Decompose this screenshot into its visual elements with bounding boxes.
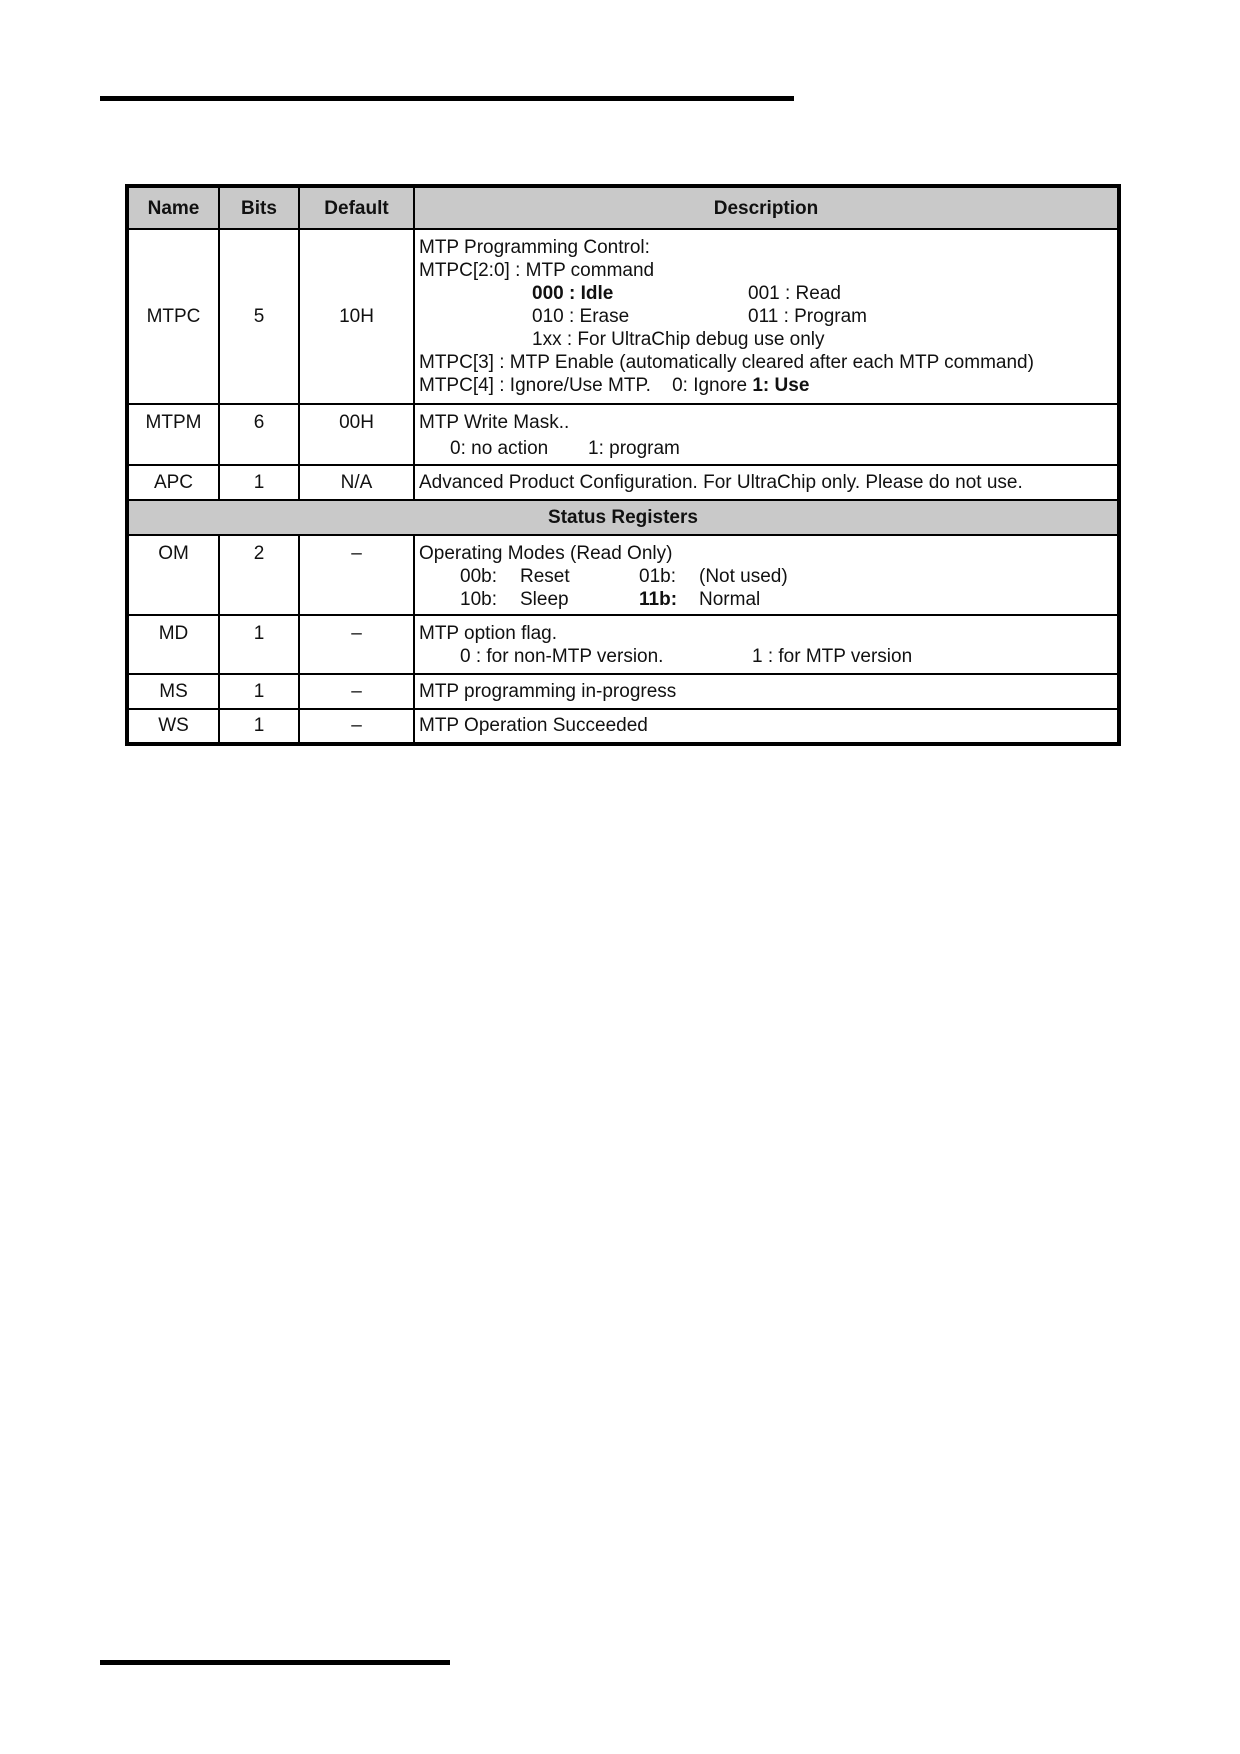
om-code-11: 11b: [639, 588, 678, 610]
md-opt-1: 1 : for MTP version [752, 646, 913, 668]
cell-default: N/A [299, 465, 414, 499]
cell-bits: 6 [219, 404, 299, 465]
table-row-ms [127, 674, 1119, 709]
cell-description [414, 404, 1119, 465]
cell-name: MTPC [127, 229, 219, 404]
cell-bits: 1 [219, 615, 299, 673]
mtpc-bit4 [419, 374, 1113, 397]
cell-name: MS [127, 674, 219, 709]
table-header-row [127, 186, 1119, 229]
mtpc-opt-001: 001 : Read [748, 283, 841, 304]
footer-rule [100, 1660, 450, 1665]
cell-bits: 1 [219, 709, 299, 744]
om-code-00: 00b: [460, 565, 497, 587]
cell-default: 00H [299, 404, 414, 465]
mtpm-opt-0: 0: no action [450, 438, 549, 460]
om-opt-row-1 [419, 565, 1113, 588]
mtpc-cmd-label: MTPC[2:0] : MTP command [419, 260, 655, 281]
register-table [125, 184, 1121, 746]
cell-default: – [299, 535, 414, 615]
mtpc-opt-000: 000 : Idle [532, 283, 614, 304]
cell-name: MTPM [127, 404, 219, 465]
section-row-status [127, 500, 1119, 535]
cell-default: – [299, 615, 414, 673]
cell-name: WS [127, 709, 219, 744]
cell-bits: 5 [219, 229, 299, 404]
mtpc-bit4-use: 1: Use [752, 375, 810, 396]
cell-name: OM [127, 535, 219, 615]
header-name: Name [127, 186, 219, 229]
om-code-01: 01b: [639, 565, 676, 587]
header-bits: Bits [219, 186, 299, 229]
header-default: Default [299, 186, 414, 229]
mtpm-opt-1: 1: program [588, 438, 680, 460]
mtpc-bit3: MTPC[3] : MTP Enable (automatically cleared after each MTP command) [419, 352, 1034, 373]
cell-description [414, 535, 1119, 615]
md-title: MTP option flag. [419, 623, 558, 645]
om-val-10: Sleep [520, 588, 569, 610]
table-row-ws [127, 709, 1119, 744]
section-title: Status Registers [127, 500, 1119, 535]
md-opt-0: 0 : for non-MTP version. [460, 646, 664, 668]
mtpc-title: MTP Programming Control: [419, 237, 650, 258]
om-code-10: 10b: [460, 588, 497, 610]
mtpc-opt-1xx: 1xx : For UltraChip debug use only [532, 329, 825, 350]
mtpc-opt-011: 011 : Program [748, 306, 867, 327]
cell-description: MTP programming in-progress [414, 674, 1119, 709]
mtpm-title: MTP Write Mask.. [419, 412, 570, 434]
mtpc-bit4-ignore: 0: Ignore [672, 375, 748, 396]
header-rule [100, 96, 794, 101]
om-title: Operating Modes (Read Only) [419, 542, 673, 564]
om-opt-row-2 [419, 588, 1113, 611]
mtpc-opt-row-1 [419, 282, 1113, 305]
mtpc-opt-row-3 [419, 328, 1113, 351]
om-val-00: Reset [520, 565, 570, 587]
cell-default: – [299, 709, 414, 744]
cell-description: Advanced Product Configuration. For UltraChip only. Please do not use. [414, 465, 1119, 499]
mtpc-opt-010: 010 : Erase [532, 306, 630, 327]
table-row-md [127, 615, 1119, 673]
cell-default: 10H [299, 229, 414, 404]
md-opt-row [419, 645, 1113, 668]
table-row-apc [127, 465, 1119, 499]
mtpc-bit4-prefix: MTPC[4] : Ignore/Use MTP. [419, 375, 651, 396]
table-row-om [127, 535, 1119, 615]
mtpc-opt-row-2 [419, 305, 1113, 328]
cell-description: MTP Operation Succeeded [414, 709, 1119, 744]
cell-default: – [299, 674, 414, 709]
cell-bits: 1 [219, 674, 299, 709]
table-row-mtpc [127, 229, 1119, 404]
cell-bits: 2 [219, 535, 299, 615]
cell-name: APC [127, 465, 219, 499]
om-val-11: Normal [699, 588, 761, 610]
cell-description [414, 229, 1119, 404]
table-row-mtpm [127, 404, 1119, 465]
mtpm-opt-row [419, 437, 1113, 460]
cell-name: MD [127, 615, 219, 673]
cell-bits: 1 [219, 465, 299, 499]
cell-description [414, 615, 1119, 673]
om-val-01: (Not used) [699, 565, 788, 587]
header-description: Description [414, 186, 1119, 229]
